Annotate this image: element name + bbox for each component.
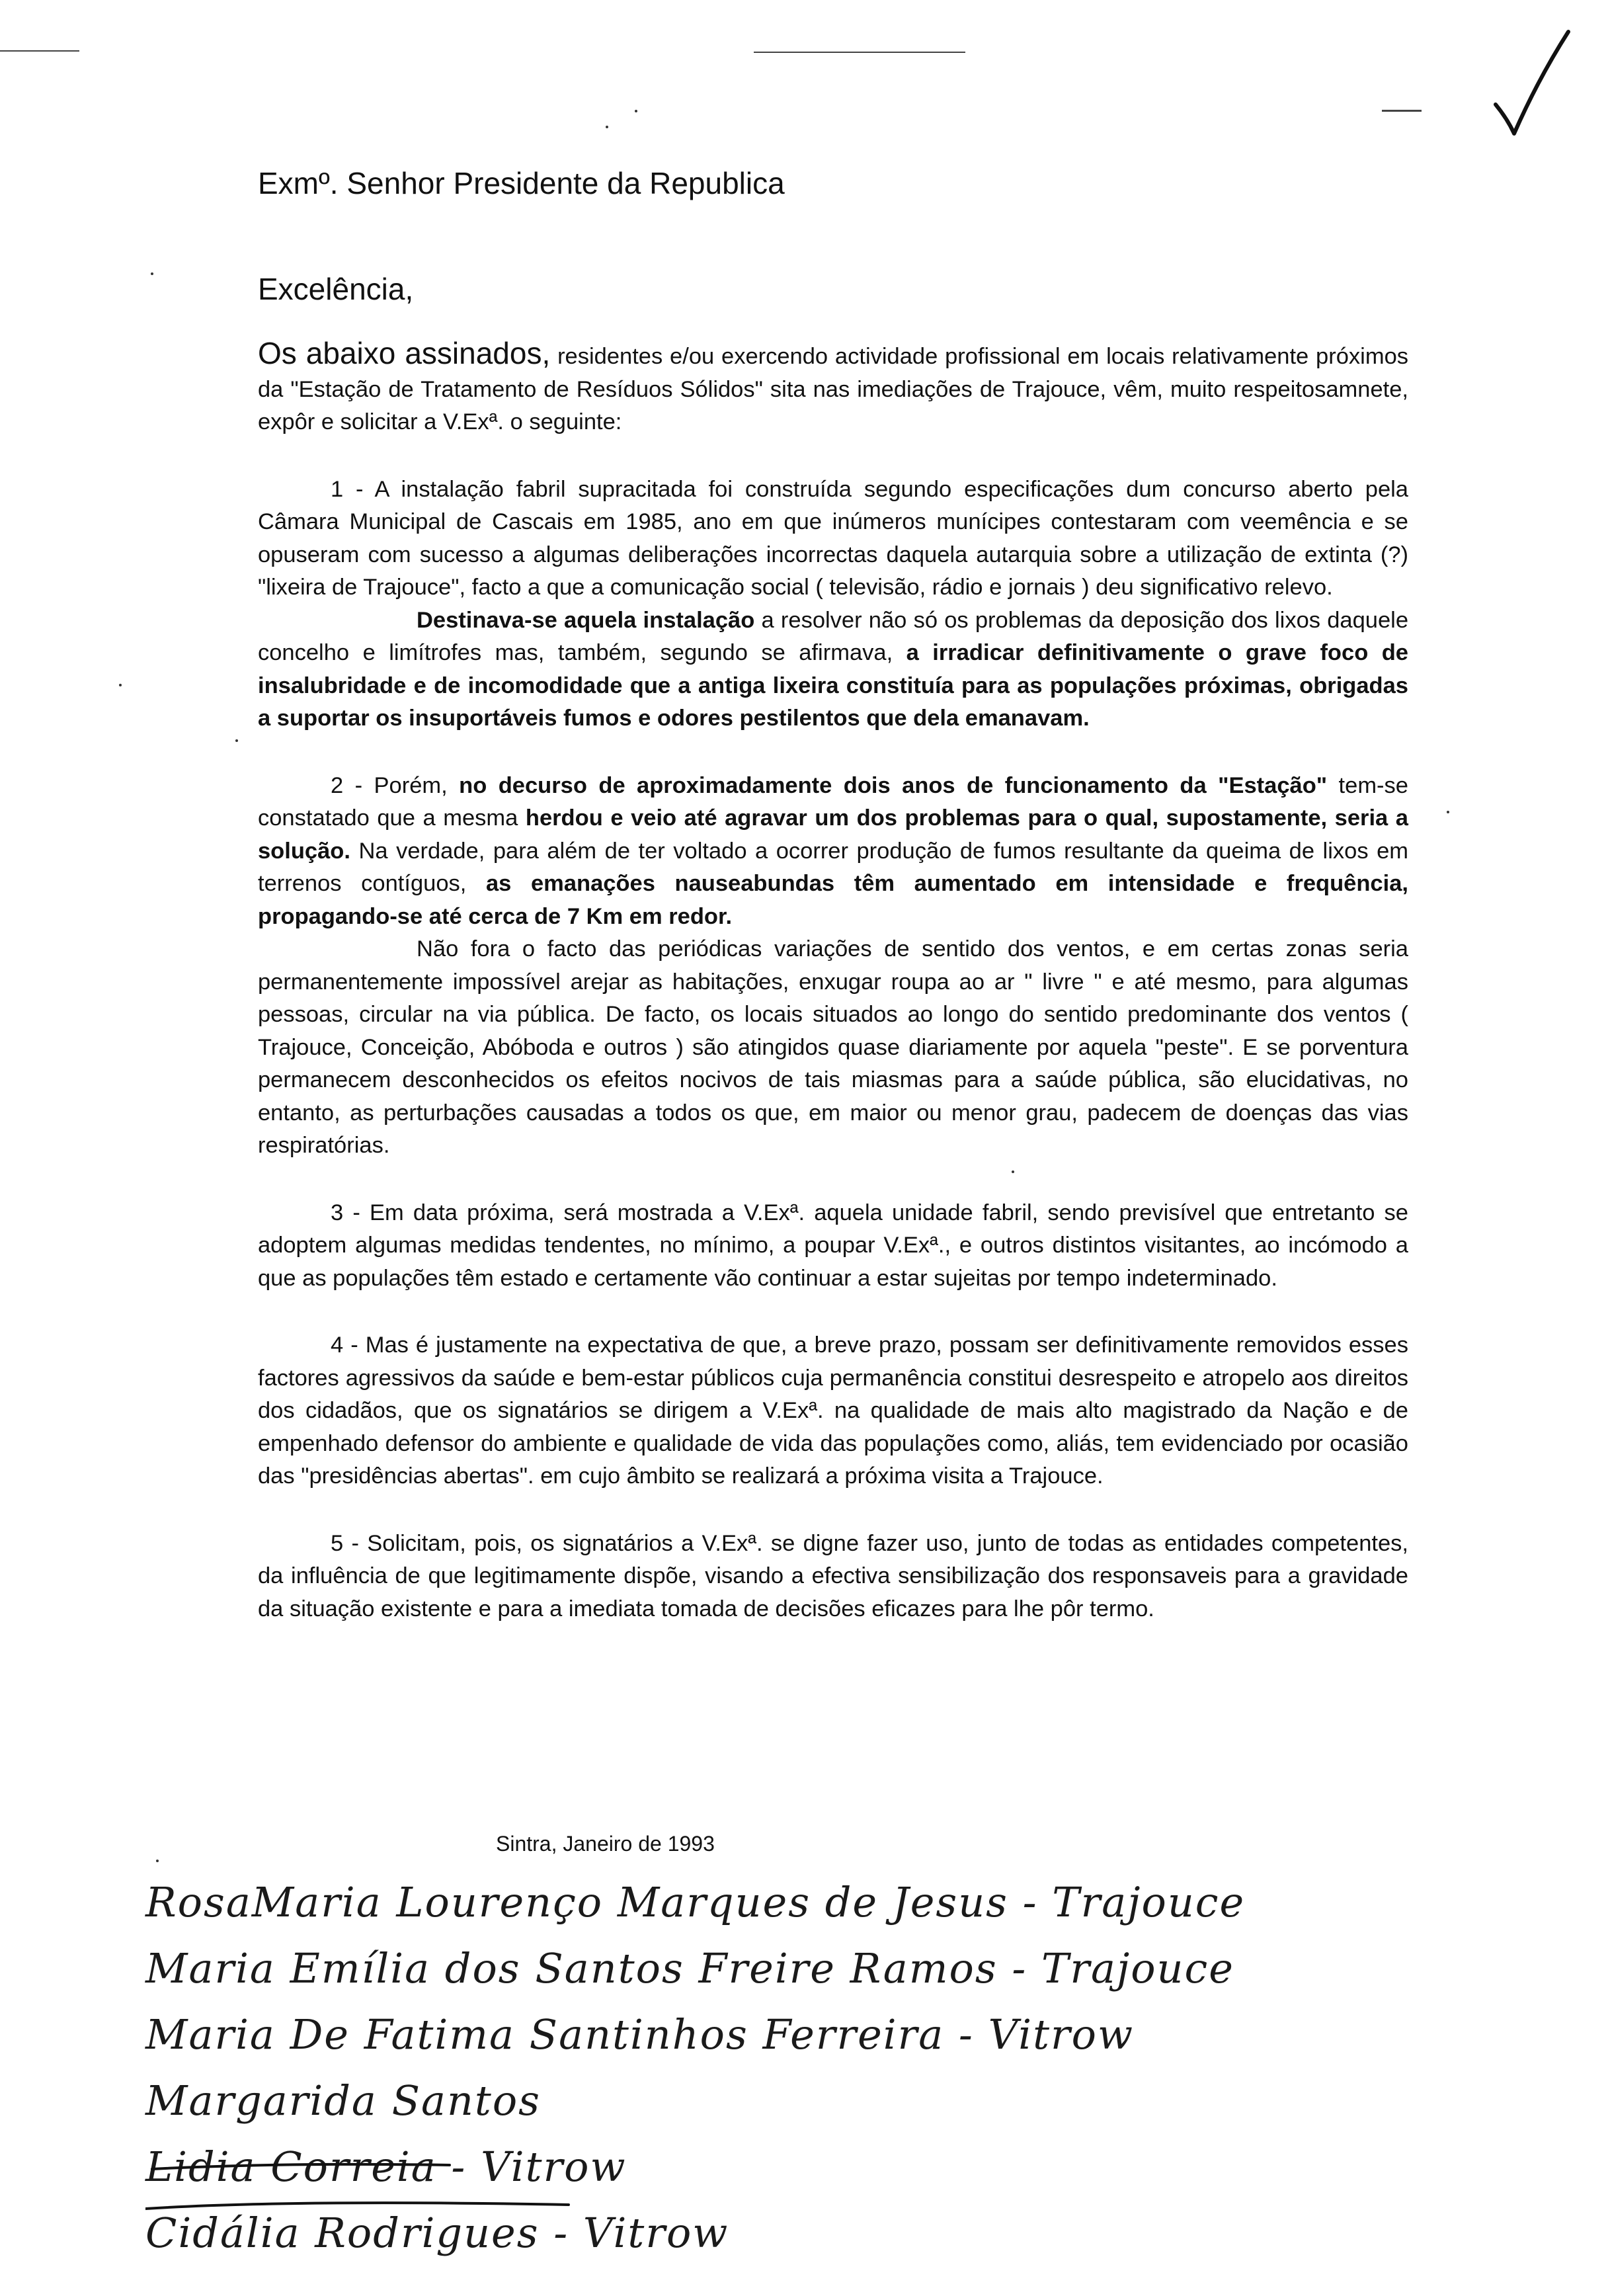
place-and-date: Sintra, Janeiro de 1993 bbox=[496, 1832, 715, 1856]
paragraph-text: tem-se constatado que a mesma bbox=[258, 772, 1408, 831]
signature: Margarida Santos bbox=[145, 2076, 541, 2125]
paragraph-1: 1 - A instalação fabril supracitada foi construída segundo especificações dum concurso aberto pela Câmara Municipal de Cascais em 1985, ano em que inúmeros munícipes contestaram com veemência e se opuseram com sucesso a algumas deliberações incorrectas daquela autarquia sobre a utilização de extinta (?) "lixeira de Trajouce", facto a que a comunicação social ( televisão, rádio e jornais ) deu significativo relevo. bbox=[258, 476, 1408, 600]
paragraph-1-continuation bbox=[258, 604, 1408, 735]
salutation: Exmº. Senhor Presidente da Republica bbox=[258, 166, 785, 200]
signature: Lidia Correia - Vitrow bbox=[145, 2143, 627, 2191]
paragraph-5: 5 - Solicitam, pois, os signatários a V.Exª. se digne fazer uso, junto de todas as entidades competentes, da influência de que legitimamente dispõe, visando a efectiva sensibilização dos responsaveis para a gravidade da situação existente e para a imediata tomada de decisões eficazes para lhe pôr termo. bbox=[258, 1530, 1408, 1621]
signature: Maria Emília dos Santos Freire Ramos - Trajouce bbox=[145, 1944, 1234, 1992]
paragraph-4: 4 - Mas é justamente na expectativa de que, a breve prazo, possam ser definitivamente removidos esses factores agressivos da saúde e bem-estar públicos cuja permanência constitui desrespeito e atropelo aos direitos dos cidadãos, que os signatários se dirigem a V.Exª. na qualidade de mais alto magistrado da Nação e de empenhado defensor do ambiente e qualidade de vida das populações como, aliás, tem evidenciado por ocasião das "presidências abertas". em cujo âmbito se realizará a próxima visita a Trajouce. bbox=[258, 1332, 1408, 1489]
signature: Maria De Fatima Santinhos Ferreira - Vitrow bbox=[145, 2010, 1135, 2059]
letter-body bbox=[258, 337, 1408, 1625]
paragraph-text: 2 - Porém, bbox=[331, 772, 460, 798]
bold-text: herdou e veio até agravar um dos problemas para o qual, supostamente, seria a solução. bbox=[258, 805, 1408, 864]
bold-text: a irradicar definitivamente o grave foco de insalubridade e de incomodidade que a antiga lixeira constituía para as populações próximas, obrigadas a suportar os insuportáveis fumos e odores pestilentos que dela emanavam. bbox=[258, 640, 1408, 731]
signature: Cidália Rodrigues - Vitrow bbox=[145, 2209, 729, 2257]
greeting: Excelência, bbox=[258, 272, 414, 306]
paragraph-text: Na verdade, para além de ter voltado a ocorrer produção de fumos resultante da queima de lixos em terrenos contíguos, bbox=[258, 838, 1408, 896]
paragraph-2 bbox=[258, 770, 1408, 934]
check-mark-icon bbox=[1481, 26, 1574, 145]
intro-lead: Os abaixo assinados, bbox=[258, 336, 551, 370]
intro-text: residentes e/ou exercendo actividade profissional em locais relativamente próximos da "Estação de Tratamento de Resíduos Sólidos" sita nas imediações de Trajouce, vêm, muito respeitosamnete, expôr e solicitar a V.Exª. o seguinte: bbox=[258, 344, 1409, 434]
bold-text: Destinava-se aquela instalação bbox=[417, 607, 755, 633]
intro-paragraph bbox=[258, 337, 1408, 439]
bold-text: as emanações nauseabundas têm aumentado em intensidade e frequência, propagando-se até cerca de 7 Km em redor. bbox=[258, 871, 1408, 929]
scan-edge-line bbox=[0, 50, 79, 52]
signature: RosaMaria Lourenço Marques de Jesus - Trajouce bbox=[145, 1878, 1246, 1926]
signature-underline bbox=[145, 2136, 741, 2215]
scan-edge-line bbox=[754, 52, 965, 53]
signature-block bbox=[145, 1878, 1534, 2275]
paragraph-2-continuation: Não fora o facto das periódicas variações de sentido dos ventos, e em certas zonas seria permanentemente impossível arejar as habitações, enxugar roupa ao ar " livre " e até mesmo, para algumas pessoas, circular na via pública. De facto, os locais situados ao longo do sentido predominante dos ventos ( Trajouce, Conceição, Abóboda e outros ) são atingidos quase diariamente por aquela "peste". E se porventura permanecem desconhecidos os efeitos nocivos de tais miasmas para a saúde pública, são elucidativas, no entanto, as perturbações causadas a todos os que, em maior ou menor grau, padecem de doenças das vias respiratórias. bbox=[258, 936, 1408, 1158]
paragraph-3: 3 - Em data próxima, será mostrada a V.Exª. aquela unidade fabril, sendo previsível que entretanto se adoptem algumas medidas tendentes, no mínimo, a poupar V.Exª., e outros distintos visitantes, ao incómodo a que as populações têm estado e certamente vão continuar a estar sujeitas por tempo indeterminado. bbox=[258, 1200, 1408, 1291]
paragraph-text: a resolver não só os problemas da deposição dos lixos daquele concelho e limítrofes mas, também, segundo se afirmava, bbox=[258, 607, 1409, 665]
bold-text: no decurso de aproximadamente dois anos de funcionamento da "Estação" bbox=[459, 772, 1328, 798]
scan-edge-line bbox=[1382, 110, 1422, 112]
